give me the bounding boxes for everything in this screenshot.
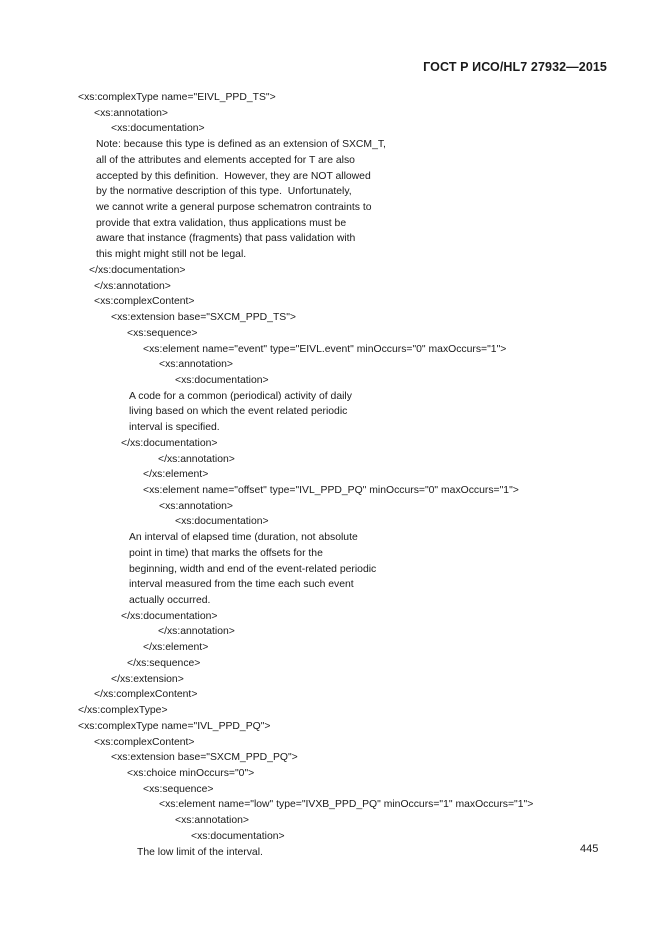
code-line: <xs:documentation> [175, 516, 269, 528]
code-line: </xs:documentation> [121, 437, 218, 449]
code-line: </xs:annotation> [158, 453, 235, 465]
code-line: </xs:sequence> [127, 657, 201, 669]
code-line: <xs:documentation> [111, 123, 205, 135]
document-header-standard-code: ГОСТ Р ИСО/HL7 27932—2015 [423, 60, 607, 74]
code-line: actually occurred. [129, 595, 211, 607]
code-line: aware that instance (fragments) that pass validation with [96, 233, 356, 245]
code-line: <xs:element name="event" type="EIVL.event" minOccurs="0" maxOccurs="1"> [143, 343, 507, 355]
code-line: this might might still not be legal. [96, 249, 247, 261]
code-line: <xs:element name="offset" type="IVL_PPD_PQ" minOccurs="0" maxOccurs="1"> [143, 485, 519, 496]
code-line: interval measured from the time each such event [129, 579, 354, 591]
code-line: </xs:extension> [111, 673, 184, 685]
code-line: <xs:complexContent> [94, 296, 195, 308]
code-line: <xs:complexContent> [94, 736, 195, 748]
code-line: <xs:sequence> [127, 327, 198, 339]
code-line: <xs:complexType name="EIVL_PPD_TS"> [78, 92, 276, 103]
code-line: <xs:choice minOccurs="0"> [127, 767, 255, 779]
code-line: <xs:documentation> [191, 830, 285, 842]
code-line: <xs:extension base="SXCM_PPD_TS"> [111, 312, 296, 324]
code-line: <xs:annotation> [159, 500, 233, 512]
code-line: living based on which the event related periodic [129, 406, 348, 418]
code-line: provide that extra validation, thus applications must be [96, 217, 347, 229]
code-line: <xs:annotation> [159, 359, 233, 371]
code-line: An interval of elapsed time (duration, not absolute [129, 532, 358, 544]
code-line: </xs:element> [143, 642, 209, 654]
code-line: beginning, width and end of the event-related periodic [129, 563, 377, 575]
code-line: <xs:annotation> [94, 107, 168, 119]
code-line: <xs:annotation> [175, 815, 249, 827]
code-line: <xs:complexType name="IVL_PPD_PQ"> [78, 720, 271, 732]
code-line: </xs:annotation> [158, 626, 235, 638]
page-number: 445 [580, 843, 599, 855]
code-line: </xs:annotation> [94, 280, 171, 292]
code-line: <xs:sequence> [143, 783, 214, 795]
code-line: </xs:complexContent> [94, 689, 198, 701]
code-line: A code for a common (periodical) activity of daily [129, 390, 352, 402]
code-line: </xs:complexType> [78, 705, 168, 717]
code-line: interval is specified. [129, 422, 220, 434]
code-line: accepted by this definition. However, they are NOT allowed [96, 170, 371, 182]
code-line: by the normative description of this type. Unfortunately, [96, 186, 352, 198]
code-line: </xs:element> [143, 469, 209, 481]
code-line: </xs:documentation> [89, 264, 186, 276]
code-line: point in time) that marks the offsets for the [129, 547, 323, 559]
code-line: The low limit of the interval. [137, 846, 263, 858]
code-line: <xs:extension base="SXCM_PPD_PQ"> [111, 752, 298, 764]
code-line: <xs:documentation> [175, 374, 269, 386]
code-line: <xs:element name="low" type="IVXB_PPD_PQ" minOccurs="1" maxOccurs="1"> [159, 799, 534, 811]
code-line: </xs:documentation> [121, 610, 218, 622]
code-line: Note: because this type is defined as an extension of SXCM_T, [96, 139, 386, 151]
code-line: we cannot write a general purpose schematron contraints to [96, 202, 372, 214]
code-line: all of the attributes and elements accepted for T are also [96, 154, 355, 166]
